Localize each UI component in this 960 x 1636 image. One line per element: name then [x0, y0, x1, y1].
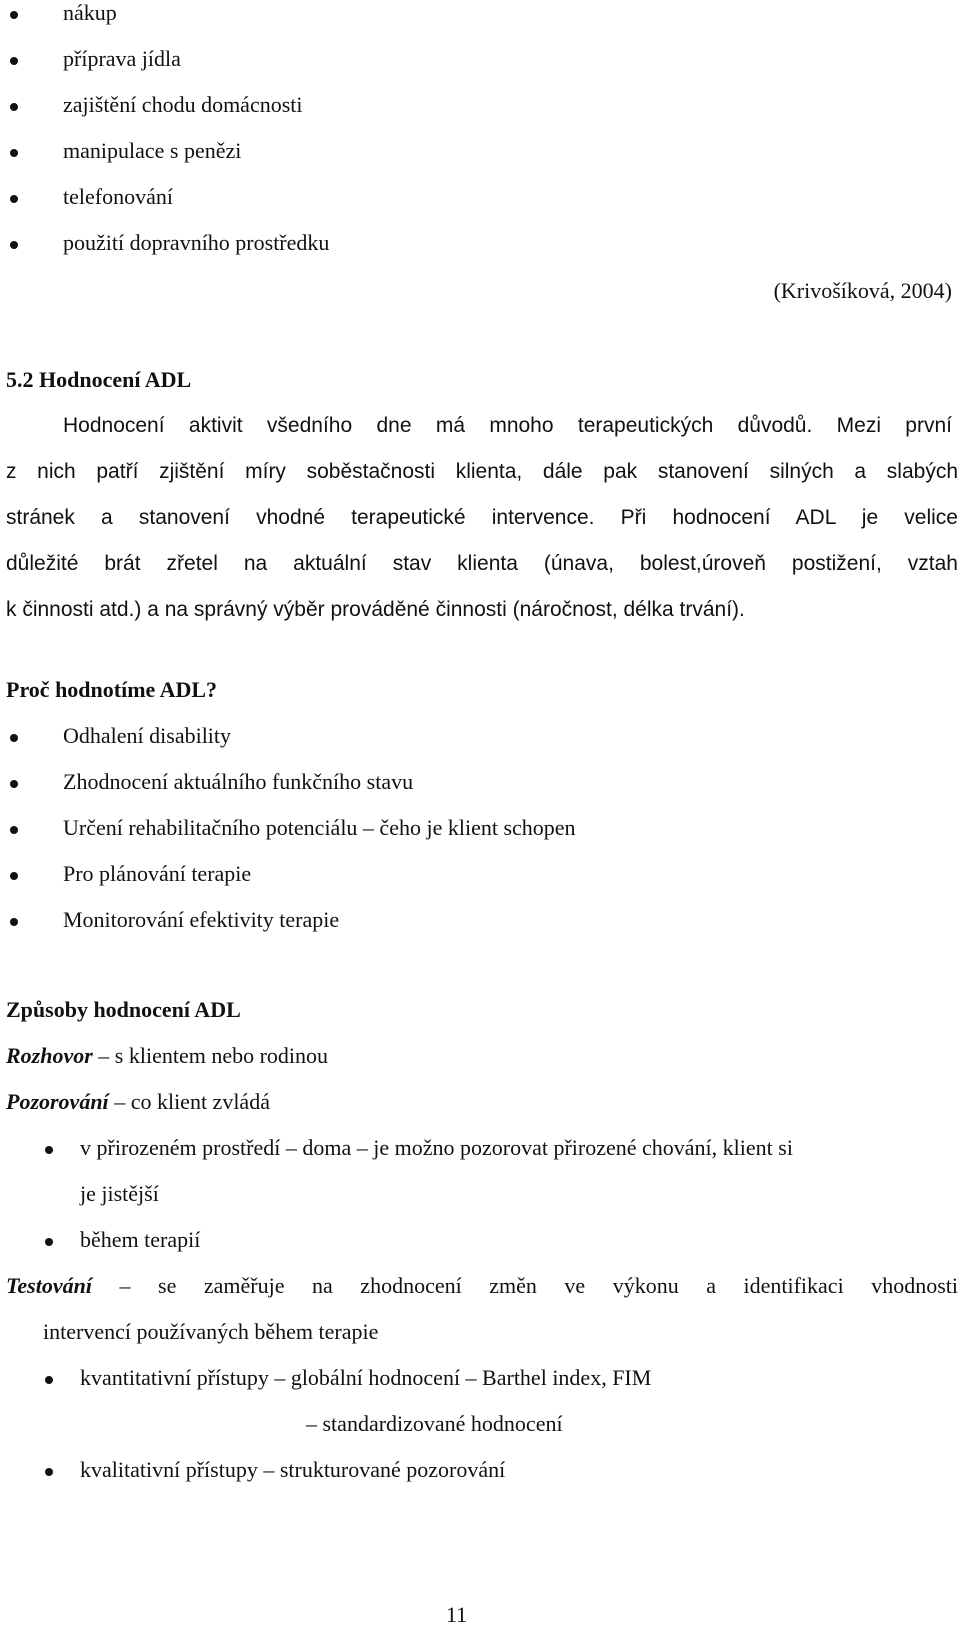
bullet-icon: [45, 1146, 53, 1154]
testing-line: [6, 1275, 958, 1297]
list-item: zajištění chodu domácnosti: [63, 92, 303, 117]
observation-term: Pozorování: [6, 1089, 109, 1114]
bullet-icon: [10, 11, 18, 19]
bullet-icon: [45, 1468, 53, 1476]
list-item: příprava jídla: [63, 46, 181, 71]
bullet-icon: [10, 780, 18, 788]
bullet-icon: [45, 1376, 53, 1384]
list-item: manipulace s penězi: [63, 138, 242, 163]
bullet-icon: [10, 918, 18, 926]
list-item: Zhodnocení aktuálního funkčního stavu: [63, 769, 414, 794]
list-item: nákup: [63, 0, 117, 25]
list-item: telefonování: [63, 184, 173, 209]
list-item: Pro plánování terapie: [63, 861, 252, 886]
why-heading: Proč hodnotíme ADL?: [6, 677, 218, 702]
observation-line: [6, 1091, 270, 1113]
list-item: Monitorování efektivity terapie: [63, 907, 340, 932]
paragraph-line: z nich patří zjištění míry soběstačnosti klienta, dále pak stanovení silných a slabých: [6, 460, 958, 483]
list-item: použití dopravního prostředku: [63, 230, 330, 255]
list-item: v přirozeném prostředí – doma – je možno pozorovat přirozené chování, klient si: [80, 1135, 793, 1160]
list-item-continuation: je jistější: [80, 1181, 159, 1206]
bullet-icon: [45, 1238, 53, 1246]
bullet-icon: [10, 826, 18, 834]
list-item: během terapií: [80, 1227, 201, 1252]
testing-text: – se zaměřuje na zhodnocení změn ve výkonu a identifikaci vhodnosti: [91, 1273, 958, 1298]
section-heading: 5.2 Hodnocení ADL: [6, 367, 192, 392]
bullet-icon: [10, 57, 18, 65]
paragraph-line: Hodnocení aktivit všedního dne má mnoho terapeutických důvodů. Mezi první: [63, 414, 952, 437]
interview-term: Rozhovor: [6, 1043, 93, 1068]
bullet-icon: [10, 149, 18, 157]
page-number: 11: [446, 1602, 468, 1627]
list-item: Odhalení disability: [63, 723, 232, 748]
bullet-icon: [10, 241, 18, 249]
bullet-icon: [10, 103, 18, 111]
testing-term: Testování: [6, 1273, 92, 1298]
list-item: kvalitativní přístupy – strukturované pozorování: [80, 1457, 506, 1482]
list-item: Určení rehabilitačního potenciálu – čeho je klient schopen: [63, 815, 576, 840]
methods-heading: Způsoby hodnocení ADL: [6, 997, 241, 1022]
paragraph-line: stránek a stanovení vhodné terapeutické intervence. Při hodnocení ADL je velice: [6, 506, 958, 529]
list-item-continuation: – standardizované hodnocení: [306, 1411, 563, 1436]
interview-text: – s klientem nebo rodinou: [92, 1043, 329, 1068]
bullet-icon: [10, 872, 18, 880]
testing-line-2: intervencí používaných během terapie: [43, 1319, 379, 1344]
citation: (Krivošíková, 2004): [773, 278, 952, 303]
observation-text: – co klient zvládá: [108, 1089, 270, 1114]
bullet-icon: [10, 734, 18, 742]
interview-line: [6, 1045, 328, 1067]
paragraph-line: k činnosti atd.) a na správný výběr prováděné činnosti (náročnost, délka trvání).: [6, 598, 745, 621]
paragraph-line: důležité brát zřetel na aktuální stav klienta (únava, bolest,úroveň postižení, vztah: [6, 552, 958, 575]
bullet-icon: [10, 195, 18, 203]
list-item: kvantitativní přístupy – globální hodnocení – Barthel index, FIM: [80, 1365, 652, 1390]
